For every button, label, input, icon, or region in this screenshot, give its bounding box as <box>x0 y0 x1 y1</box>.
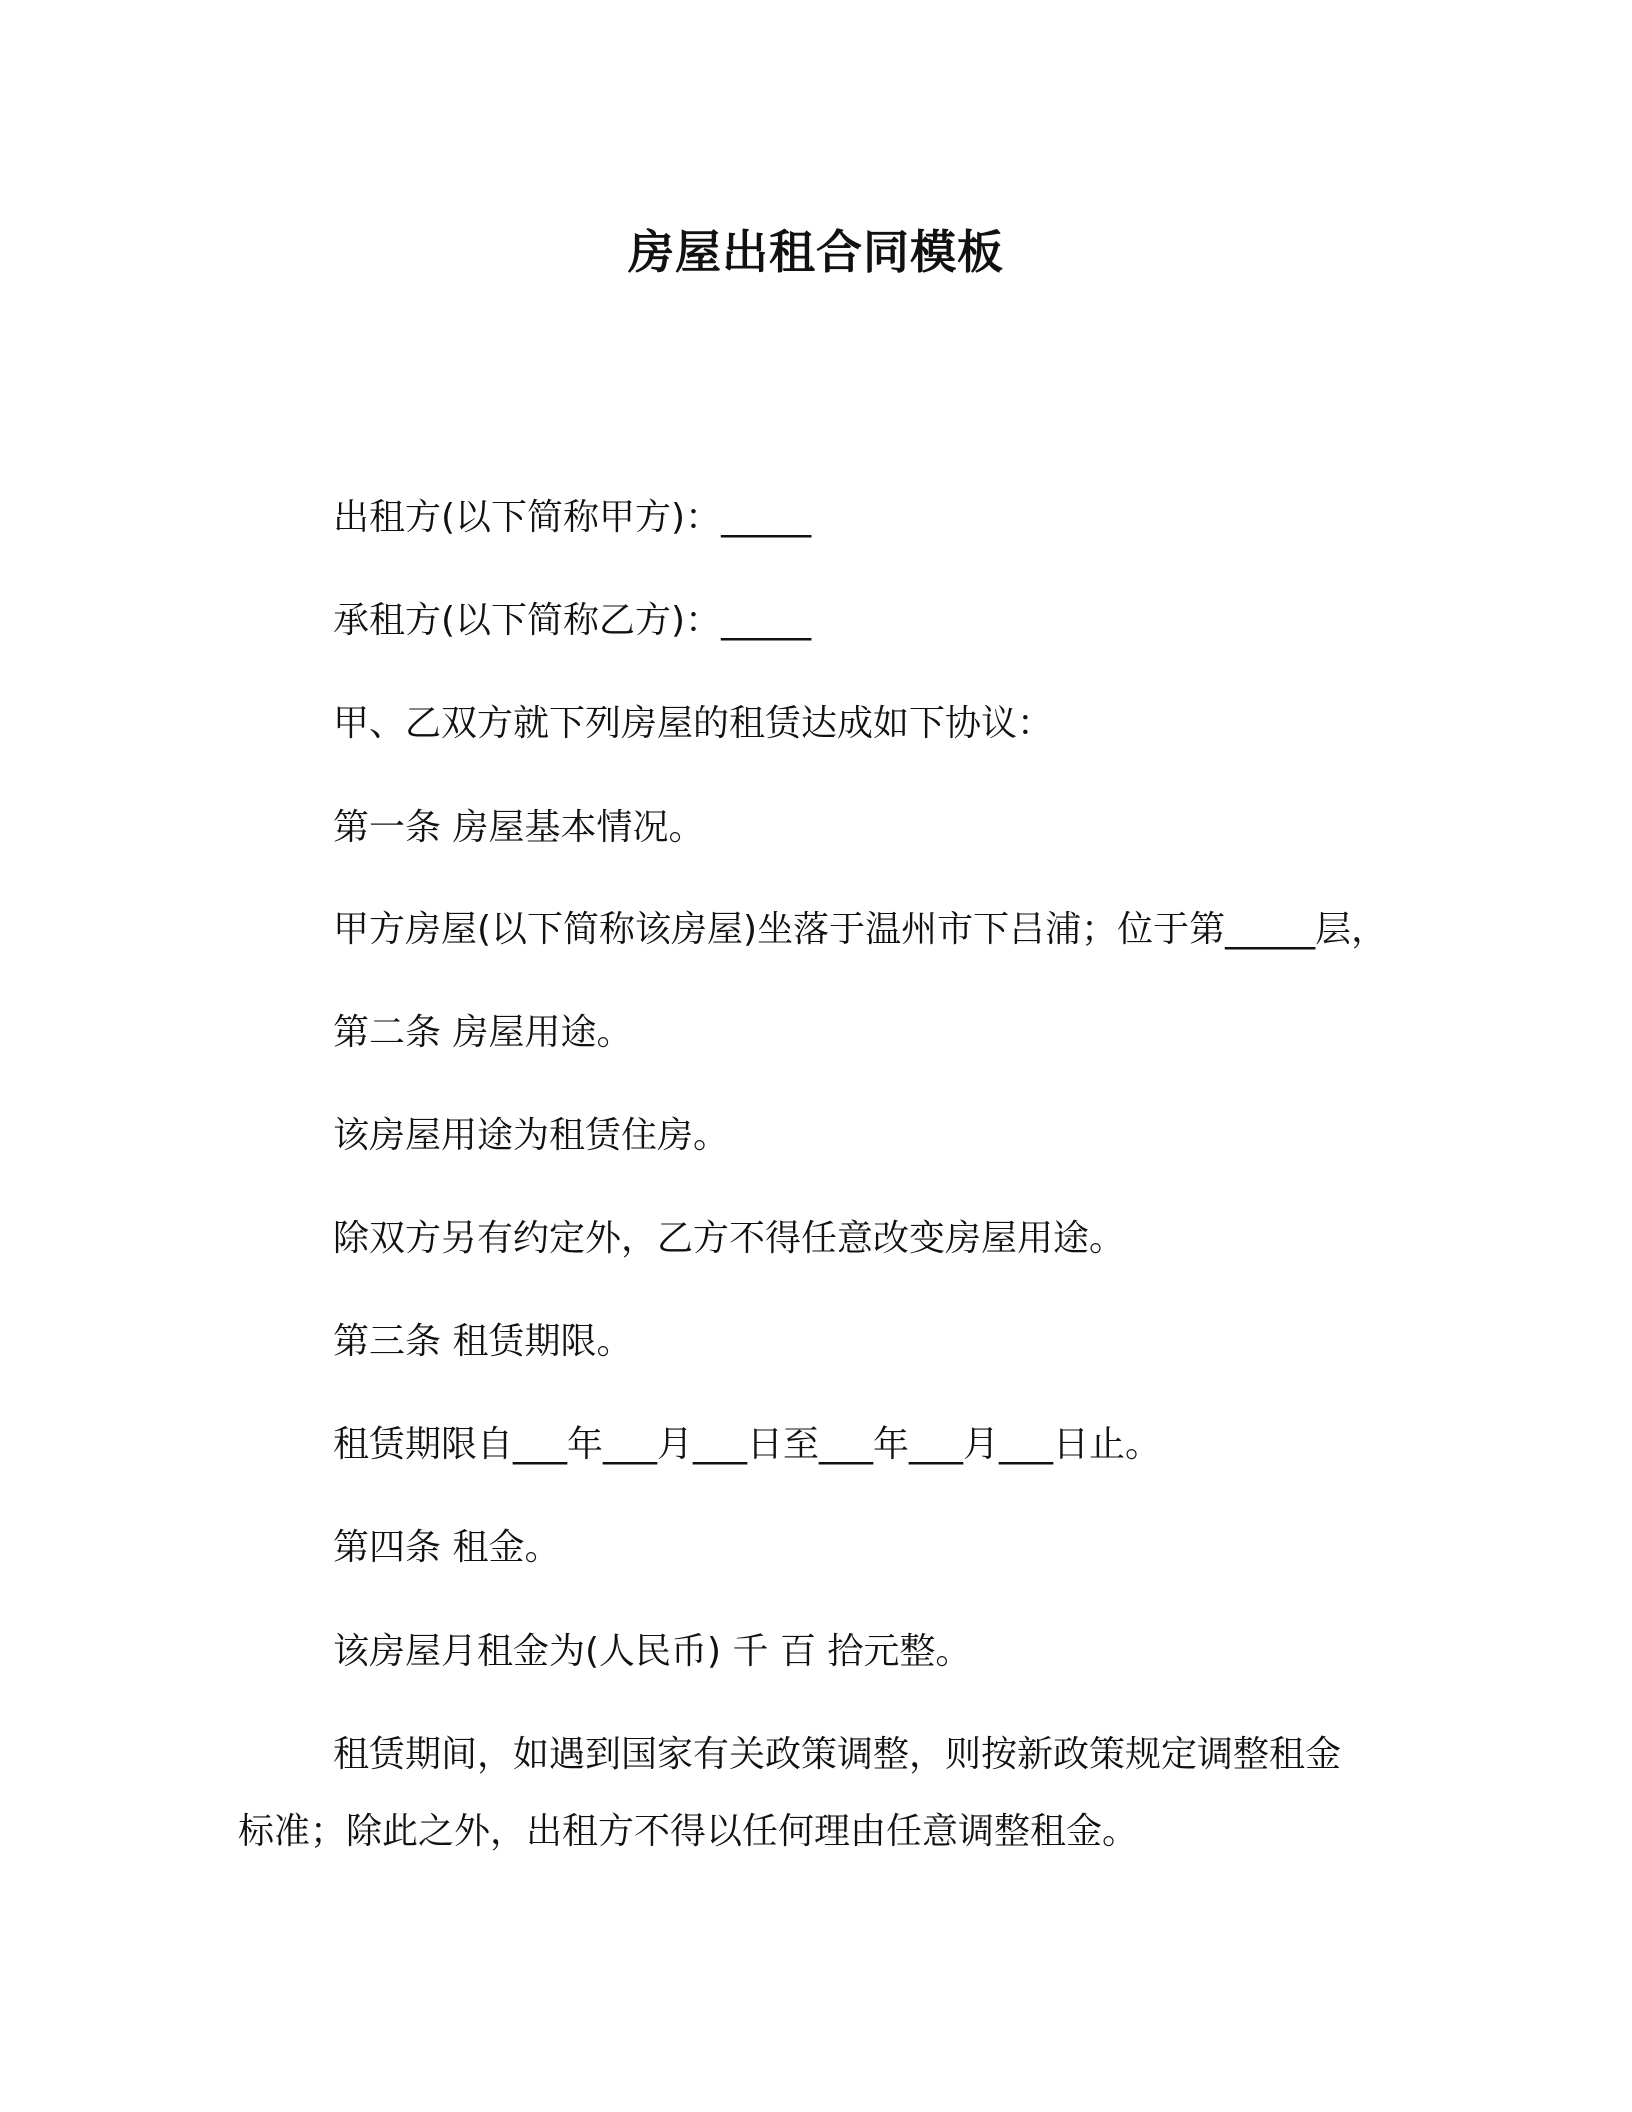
article-2-text-2: 除双方另有约定外，乙方不得任意改变房屋用途。 <box>333 1218 1126 1259</box>
article-2-heading: 第二条 房屋用途。 <box>333 1012 633 1053</box>
article-3-heading: 第三条 租赁期限。 <box>333 1321 633 1362</box>
article-4-text-2: 租赁期间，如遇到国家有关政策调整，则按新政策规定调整租金 <box>333 1734 1342 1775</box>
lessor-line: 出租方(以下简称甲方)：_____ <box>333 497 812 538</box>
article-1-heading: 第一条 房屋基本情况。 <box>333 807 705 848</box>
article-3-text: 租赁期限自___年___月___日至___年___月___日止。 <box>333 1424 1162 1465</box>
lessee-line: 承租方(以下简称乙方)：_____ <box>333 600 812 641</box>
agreement-intro: 甲、乙双方就下列房屋的租赁达成如下协议： <box>333 703 1054 744</box>
article-4-heading: 第四条 租金。 <box>333 1527 561 1568</box>
document-title: 房屋出租合同模板 <box>628 225 1004 279</box>
article-2-text-1: 该房屋用途为租赁住房。 <box>333 1115 730 1156</box>
article-4-text-2-cont: 标准；除此之外，出租方不得以任何理由任意调整租金。 <box>238 1811 1139 1852</box>
article-4-text-1: 该房屋月租金为(人民币) 千 百 拾元整。 <box>333 1631 972 1672</box>
article-1-text: 甲方房屋(以下简称该房屋)坐落于温州市下吕浦；位于第_____层， <box>333 909 1388 950</box>
